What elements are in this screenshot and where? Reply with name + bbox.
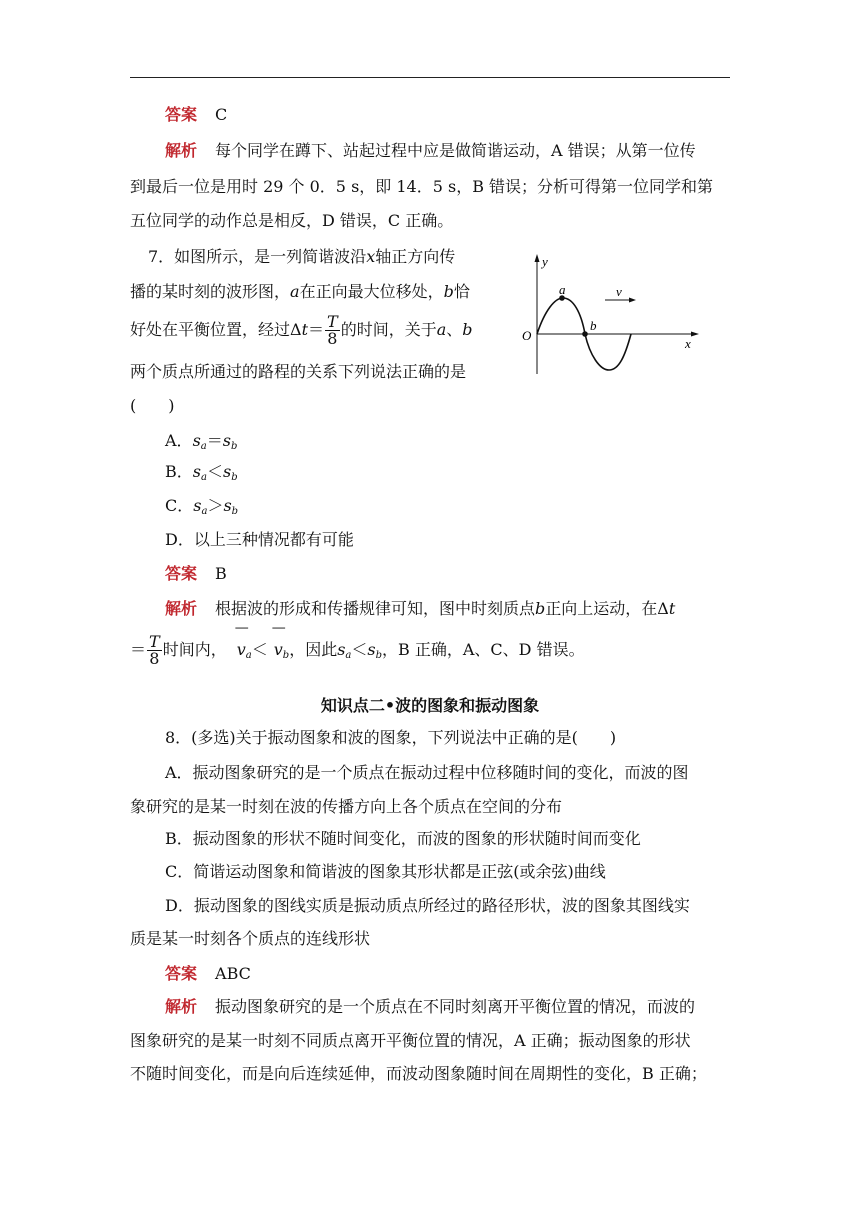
y-axis-label: y [542,254,548,269]
q7-stem-line3: 好处在平衡位置，经过Δt＝ $\frac{T}{8}$ 的时间，关于a、b [130,312,473,348]
point-b-dot [582,331,588,337]
q8-option-a-line1: A．振动图象研究的是一个质点在振动过程中位移随时间的变化，而波的图 [165,763,689,782]
q7-option-a: A．$s_a=s_b$ [165,431,238,452]
q7-option-c: C．$s_a>s_b$ [165,496,239,517]
q8-option-d-line1: D．振动图象的图线实质是振动质点所经过的路径形状，波的图象其图线实 [165,896,690,915]
q8-option-d-line2: 质是某一时刻各个质点的连线形状 [130,929,371,948]
q8-analysis-line1: 解析 振动图象研究的是一个质点在不同时刻离开平衡位置的情况，而波的 [165,997,696,1016]
q7-paren: ( ) [130,396,175,415]
x-axis-label: x [685,336,691,351]
fraction-T-over-8: $\frac{T}{8}$ [327,312,338,348]
header-rule [130,77,730,78]
q8-stem: 8．(多选)关于振动图象和波的图象，下列说法中正确的是( ) [165,728,617,747]
y-axis-arrow [535,254,540,262]
velocity-arrow-head [629,298,636,303]
q7-analysis-line1: 解析 根据波的形成和传播规律可知，图中时刻质点b正向上运动，在Δt [165,599,676,618]
answer-label: 答案 [165,105,198,124]
answer-label: 答案 [165,564,198,583]
q6-answer-line [165,105,227,125]
q8-option-c: C．简谐运动图象和简谐波的图象其形状都是正弦(或余弦)曲线 [165,862,606,881]
fraction-T-over-8: $\frac{T}{8}$ [149,632,160,668]
q6-analysis-line2: 到最后一位是用时 29 个 0．5 s，即 14．5 s，B 错误；分析可得第一位同学和第 [130,177,714,196]
origin-label: O [522,328,532,343]
point-a-label: a [559,282,566,297]
section-title: 知识点二•波的图象和振动图象 [320,696,540,715]
q6-answer: C [215,105,228,124]
q8-analysis-line3: 不随时间变化，而是向后连续延伸，而波动图象随时间在周期性的变化，B 正确； [130,1064,707,1083]
q6-analysis-line3: 五位同学的动作总是相反，D 错误，C 正确。 [130,211,454,230]
wave-figure [515,252,700,377]
q8-analysis-line2: 图象研究的是某一时刻不同质点离开平衡位置的情况，A 正确；振动图象的形状 [130,1031,691,1050]
q7-stem-line1: 7．如图所示，是一列简谐波沿x轴正方向传 [148,247,456,266]
q8-option-b: B．振动图象的形状不随时间变化，而波的图象的形状随时间而变化 [165,829,641,848]
q7-stem-line2: 播的某时刻的波形图，a在正向最大位移处，b恰 [130,282,470,301]
x-axis-arrow [691,332,699,337]
q7-stem-line4: 两个质点所通过的路程的关系下列说法正确的是 [130,362,467,381]
q7-option-b: B．$s_a<s_b$ [165,462,238,483]
analysis-label: 解析 [165,141,198,160]
q7-option-d: D．以上三种情况都有可能 [165,530,354,549]
answer-label: 答案 [165,964,198,983]
analysis-label: 解析 [165,599,198,618]
analysis-label: 解析 [165,997,198,1016]
velocity-label: v [616,284,622,299]
avg-velocity-a: — $v_a$ [237,632,252,674]
q7-answer-line [165,564,227,584]
q7-analysis-line2: ＝ $\frac{T}{8}$ 时间内，— $v_a<—$ $v_b$，因此$s_a<s_b$，B 正确，A、C、D 错误。 [130,632,585,674]
q8-answer: ABC [215,964,251,983]
q7-answer: B [215,564,227,583]
q8-option-a-line2: 象研究的是某一时刻在波的传播方向上各个质点在空间的分布 [130,797,563,816]
q6-analysis-line1: 解析 每个同学在蹲下、站起过程中应是做简谐运动，A 错误；从第一位传 [165,141,696,160]
point-b-label: b [590,318,597,333]
q8-answer-line [165,964,251,984]
avg-velocity-b: — $v_b$ [274,632,289,674]
